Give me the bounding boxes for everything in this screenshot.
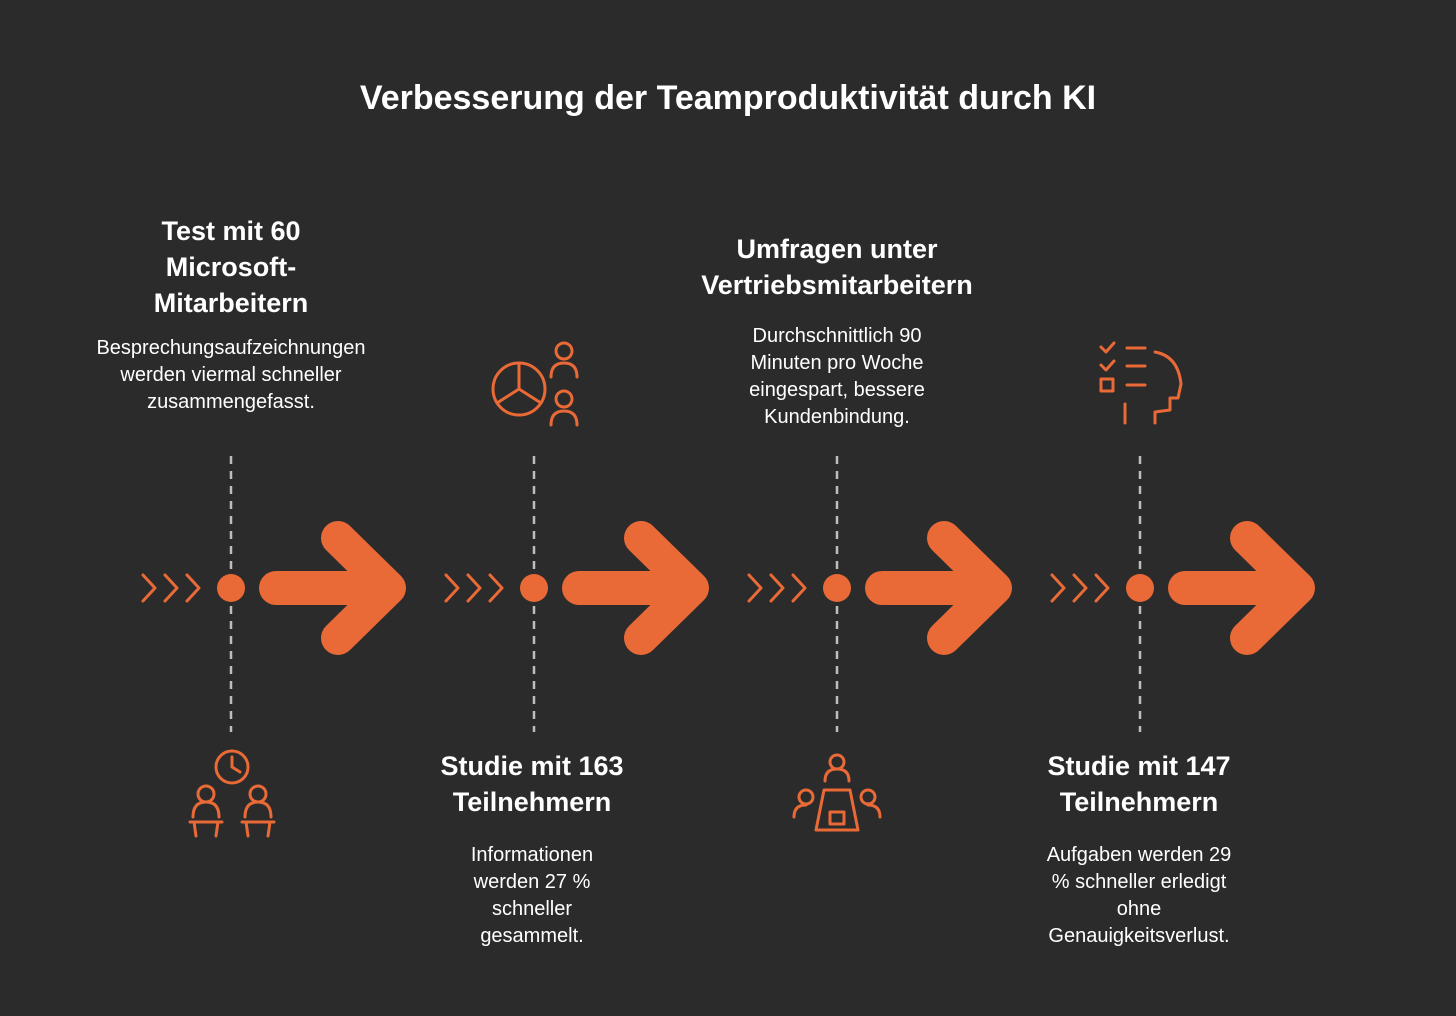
- milestone-1-description-line: zusammengefasst.: [147, 391, 315, 413]
- chevron-icon: [165, 575, 177, 601]
- chevron-icon: [1096, 575, 1108, 601]
- arrow-right-icon: [276, 538, 389, 638]
- milestone-1-heading-line: Microsoft-: [165, 252, 297, 282]
- milestone-2-dot: [520, 574, 548, 602]
- timeline-segments: [143, 456, 1298, 732]
- page-title: Verbesserung der Teamproduktivität durch KI: [359, 79, 1097, 117]
- chevron-icon: [793, 575, 805, 601]
- checklist-head-icon: [1101, 343, 1181, 423]
- milestone-4-description-line: % schneller erledigt: [1051, 871, 1227, 893]
- milestone-4-dot: [1126, 574, 1154, 602]
- milestone-2-heading-line: Teilnehmern: [452, 787, 612, 817]
- milestone-1-description-line: Besprechungsaufzeichnungen: [96, 337, 366, 359]
- milestone-2-description-line: schneller: [491, 898, 573, 920]
- milestone-1-heading-line: Test mit 60: [161, 216, 301, 246]
- milestone-3-heading-line: Vertriebsmitarbeitern: [701, 270, 973, 300]
- chevron-icon: [446, 575, 458, 601]
- conference-table-icon: [794, 755, 880, 830]
- milestone-3-description-line: Durchschnittlich 90: [752, 325, 922, 347]
- chevron-icon: [1074, 575, 1086, 601]
- chevron-icon: [143, 575, 155, 601]
- chevron-icon: [749, 575, 761, 601]
- timeline-segment-3: [749, 456, 995, 732]
- milestone-4-heading-line: Studie mit 147: [1047, 751, 1231, 781]
- chevron-icon: [468, 575, 480, 601]
- milestone-3-description-line: Minuten pro Woche: [750, 352, 924, 374]
- milestone-2-description-line: werden 27 %: [473, 871, 591, 893]
- milestone-1-dot: [217, 574, 245, 602]
- milestone-2-description-line: gesammelt.: [480, 925, 584, 947]
- timeline-segment-1: [143, 456, 389, 732]
- milestone-1-description-line: werden viermal schneller: [120, 364, 342, 386]
- timeline-segment-4: [1052, 456, 1298, 732]
- arrow-right-icon: [882, 538, 995, 638]
- milestone-2-description-line: Informationen: [470, 844, 594, 866]
- milestone-3-description-line: eingespart, bessere: [749, 379, 925, 401]
- chevron-icon: [1052, 575, 1064, 601]
- milestone-4-description-line: Genauigkeitsverlust.: [1048, 925, 1230, 947]
- milestone-1-heading-line: Mitarbeitern: [153, 288, 309, 318]
- milestone-2-heading-line: Studie mit 163: [440, 751, 624, 781]
- milestone-4-heading-line: Teilnehmern: [1059, 787, 1219, 817]
- milestone-3-heading-line: Umfragen unter: [736, 234, 938, 264]
- milestone-3-dot: [823, 574, 851, 602]
- arrow-right-icon: [579, 538, 692, 638]
- arrow-right-icon: [1185, 538, 1298, 638]
- timeline-segment-2: [446, 456, 692, 732]
- chevron-icon: [771, 575, 783, 601]
- milestone-3-description-line: Kundenbindung.: [764, 406, 910, 428]
- chevron-icon: [187, 575, 199, 601]
- milestone-4-description-line: ohne: [1116, 898, 1162, 920]
- meeting-clock-icon: [190, 751, 274, 836]
- chevron-icon: [490, 575, 502, 601]
- pie-chart-people-icon: [493, 343, 577, 425]
- milestone-4-description-line: Aufgaben werden 29: [1046, 844, 1232, 866]
